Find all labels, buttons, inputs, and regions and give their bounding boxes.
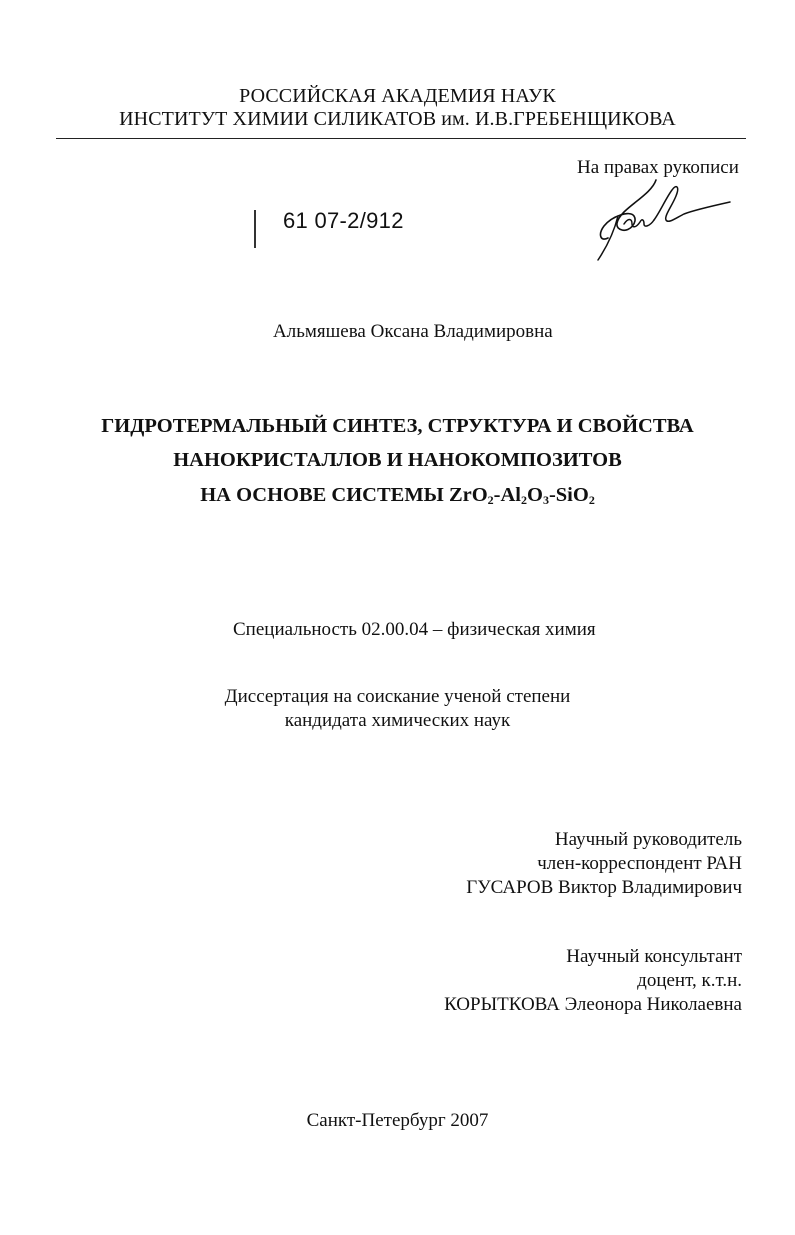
- consultant-name: КОРЫТКОВА Элеонора Николаевна: [444, 994, 742, 1015]
- formula-al-sub: 2: [520, 493, 527, 507]
- header-divider: [56, 138, 746, 139]
- formula-zr: ZrO: [448, 484, 488, 506]
- formula-o-sub: 3: [542, 493, 549, 507]
- supervisor-role: Научный руководитель: [554, 829, 742, 850]
- formula-dash-2: -: [548, 484, 556, 506]
- signature-image: [594, 172, 734, 267]
- stamp-code: 61 07-2/912: [283, 208, 404, 233]
- consultant-role: Научный консультант: [566, 946, 742, 967]
- city-year: Санкт-Петербург 2007: [306, 1110, 489, 1131]
- stamp-bar: [254, 210, 256, 248]
- formula-al: Al: [500, 484, 521, 506]
- formula-dash-1: -: [493, 484, 501, 506]
- specialty: Специальность 02.00.04 – физическая химия: [233, 619, 596, 640]
- institute-name: ИНСТИТУТ ХИМИИ СИЛИКАТОВ им. И.В.ГРЕБЕНЩИКОВА: [119, 108, 676, 130]
- formula-si-sub: 2: [588, 493, 595, 507]
- author-name: Альмяшева Оксана Владимировна: [273, 321, 553, 342]
- dissertation-line-2: кандидата химических наук: [284, 710, 511, 731]
- formula-zr-sub: 2: [487, 493, 494, 507]
- title-line-3-prefix: НА ОСНОВЕ СИСТЕМЫ: [200, 484, 449, 506]
- consultant-rank: доцент, к.т.н.: [637, 970, 742, 991]
- dissertation-line-1: Диссертация на соискание ученой степени: [224, 686, 571, 707]
- manuscript-note: На правах рукописи: [577, 157, 739, 178]
- title-line-2: НАНОКРИСТАЛЛОВ И НАНОКОМПОЗИТОВ: [173, 449, 622, 471]
- supervisor-rank: член-корреспондент РАН: [537, 853, 742, 874]
- formula-o: O: [526, 484, 543, 506]
- title-line-3: [0, 478, 795, 512]
- academy-name: РОССИЙСКАЯ АКАДЕМИЯ НАУК: [239, 85, 556, 107]
- formula: [449, 484, 595, 506]
- supervisor-name: ГУСАРОВ Виктор Владимирович: [466, 877, 742, 898]
- formula-si: SiO: [555, 484, 589, 506]
- title-line-1: ГИДРОТЕРМАЛЬНЫЙ СИНТЕЗ, СТРУКТУРА И СВОЙСТВА: [101, 415, 694, 437]
